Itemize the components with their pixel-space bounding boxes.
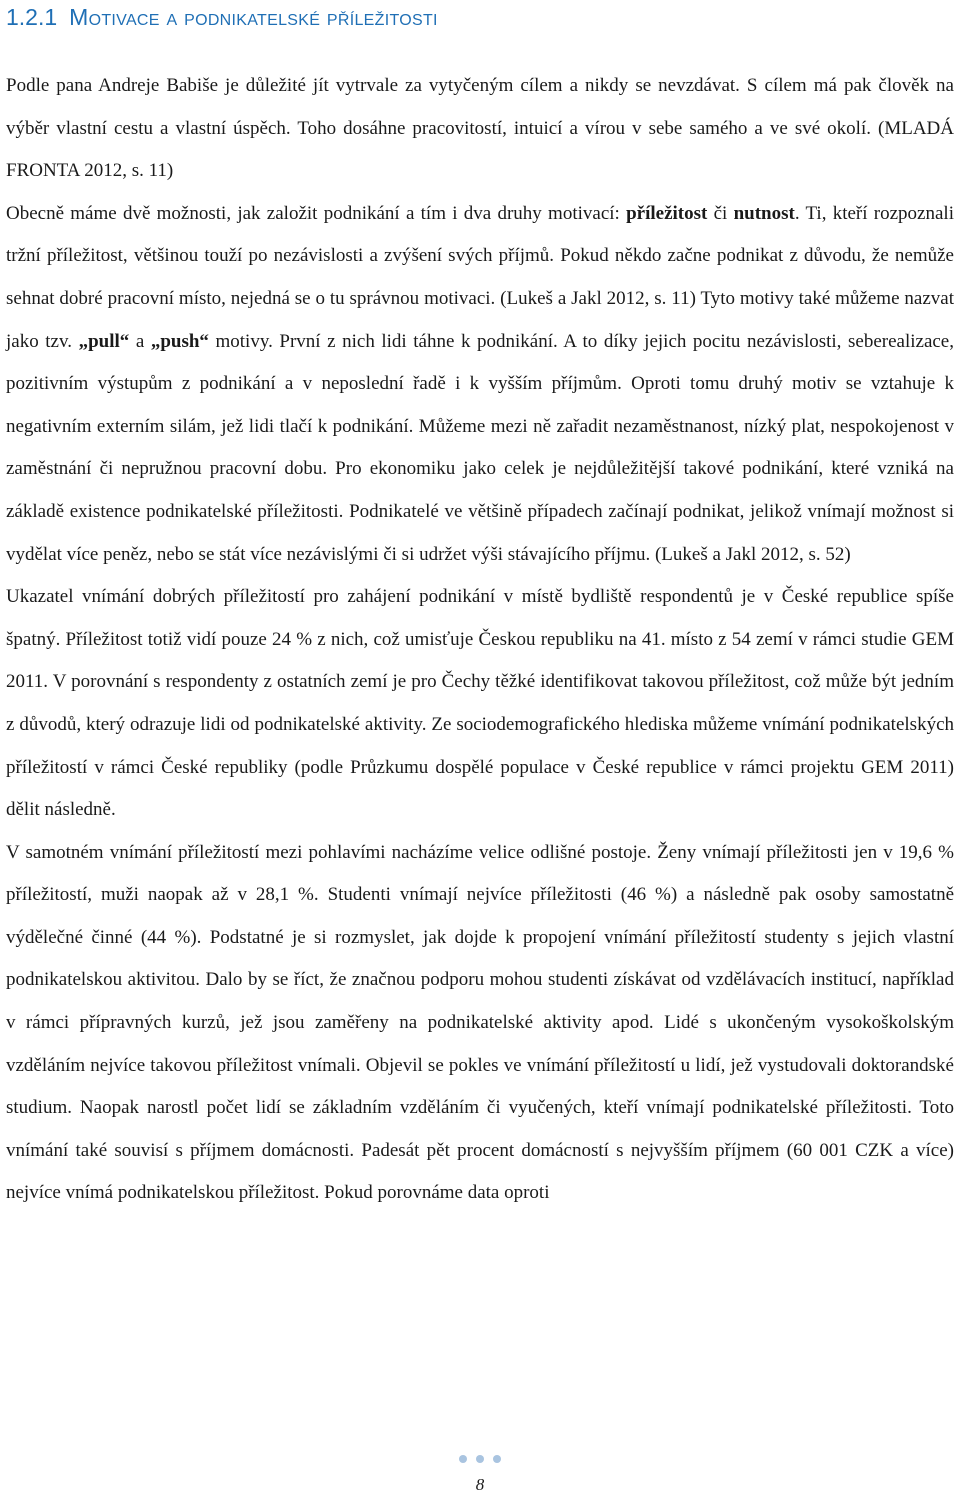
page-number: 8 [475, 1475, 485, 1494]
paragraph-2-text-e: a [129, 330, 151, 352]
dot-icon [476, 1455, 484, 1463]
section-title: Motivace a podnikatelské příležitosti [69, 4, 438, 30]
footer-dots [459, 1455, 501, 1463]
footer-ornament [0, 1450, 960, 1468]
body-text [6, 65, 954, 1215]
term-pull: „pull“ [78, 330, 130, 352]
paragraph-4: V samotném vnímání příležitostí mezi pohlavími nacházíme velice odlišné postoje. Ženy vnímají příležitosti jen v 19,6 % příležitostí, muži naopak až v 28,1 %. Studenti vnímají nejvíce příležitosti (46 %) a následně pak osoby samostatně výdělečné činné (44 %). Podstatné je si rozmyslet, jak dojde k propojení vnímání příležitostí studenty s jejich vlastní podnikatelskou aktivitou. Dalo by se říct, že značnou podporu mohou studenti získávat od vzdělávacích institucí, například v rámci přípravných kurzů, jež jsou zaměřeny na podnikatelské aktivity apod. Lidé s ukončeným vysokoškolským vzděláním nejvíce takovou příležitost vnímali. Objevil se pokles ve vnímání příležitostí u lidí, jež vystudovali doktorandské studium. Naopak narostl počet lidí se základním vzděláním či vyučených, kteří vnímají podnikatelské příležitosti. Toto vnímání také souvisí s příjmem domácnosti. Padesát pět procent domácností s nejvyšším příjmem (60 001 CZK a více) nejvíce vnímá podnikatelskou příležitost. Pokud porovnáme data oproti [6, 841, 954, 1204]
term-nutnost: nutnost [733, 202, 795, 224]
paragraph-3: Ukazatel vnímání dobrých příležitostí pro zahájení podnikání v místě bydliště respondentů je v České republice spíše špatný. Příležitost totiž vidí pouze 24 % z nich, což umisťuje Českou republiku na 41. místo z 54 zemí v rámci studie GEM 2011. V porovnání s respondenty z ostatních zemí je pro Čechy těžké identifikovat takovou příležitost, což může být jedním z důvodů, který odrazuje lidi od podnikatelské aktivity. Ze sociodemografického hlediska můžeme vnímání podnikatelských příležitostí v rámci České republiky (podle Průzkumu dospělé populace v České republice v rámci projektu GEM 2011) dělit následně. [6, 586, 954, 821]
paragraph-2-text-d: . Ti, kteří rozpoznali tržní příležitost, většinou touží po nezávislosti a zvýšení svých příjmů. Pokud někdo začne podnikat z důvodu, že nemůže sehnat dobré pracovní místo, nejedná se o tu správnou motivaci. (Lukeš a Jakl 2012, s. 11) Tyto motivy také můžeme nazvat jako tzv. [6, 202, 954, 352]
paragraph-2-text-a: Obecně máme dvě možnosti, jak založit podnikání a tím i dva druhy motivací: [6, 202, 627, 224]
paragraph-1-text: Podle pana Andreje Babiše je důležité jít vytrvale za vytyčeným cílem a nikdy se nevzdávat. S cílem má pak člověk na výběr vlastní cestu a vlastní úspěch. Toho dosáhne pracovitostí, intuicí a vírou v sebe samého a ve své okolí. (MLADÁ FRONTA 2012, s. 11) [6, 75, 954, 182]
section-number: 1.2.1 [6, 4, 58, 30]
paragraph-1 [6, 65, 954, 193]
paragraph-2-text-f: motivy. První z nich lidi táhne k podnikání. A to díky jejich pocitu nezávislosti, seberealizace, pozitivním výstupům z podnikání a v neposlední řadě i k vyšším příjmům. Oproti tomu druhý motiv se vztahuje k negativním externím silám, jež lidi tlačí k podnikání. Můžeme mezi ně zařadit nezaměstnanost, nízký plat, nespokojenost v zaměstnání či nepružnou pracovní dobu. Pro ekonomiku jako celek je nejdůležitější takové podnikání, které vzniká na základě existence podnikatelské příležitosti. Podnikatelé ve většině případech začínají podnikat, jelikož vnímají možnost si vydělat více peněz, nebo se stát více nezávislými či si udržet výši stávajícího příjmu. (Lukeš a Jakl 2012, s. 52) [6, 330, 954, 565]
section-heading [6, 2, 946, 32]
term-push: „push“ [150, 330, 209, 352]
dot-icon [493, 1455, 501, 1463]
paragraph-2-text-c: či [707, 202, 734, 224]
term-prilezitost: příležitost [626, 202, 708, 224]
dot-icon [459, 1455, 467, 1463]
paragraph-2 [6, 193, 954, 576]
